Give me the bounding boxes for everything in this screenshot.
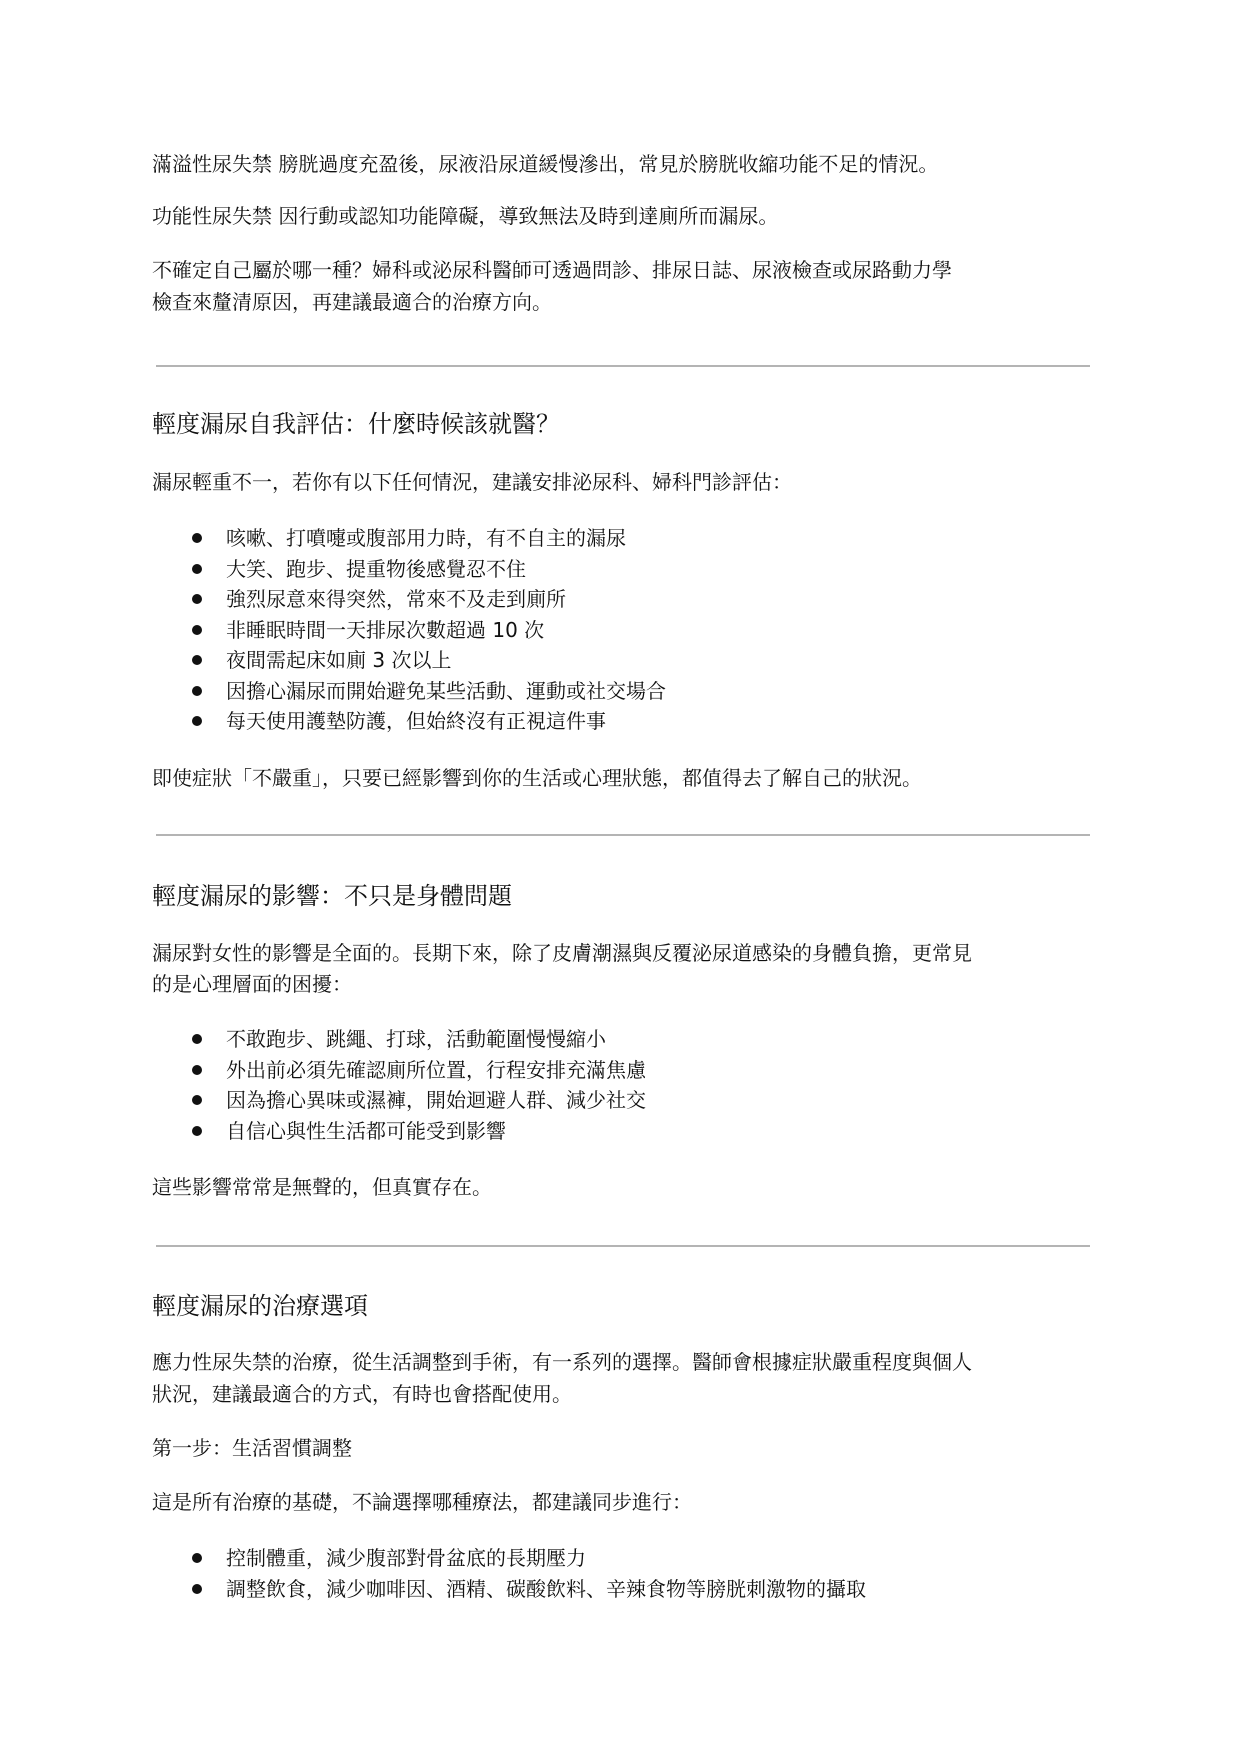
bullet-icon [192, 625, 202, 635]
list-item: 自信心與性生活都可能受到影響 [152, 1116, 646, 1147]
bullet-icon [192, 1034, 202, 1044]
step1-lead: 這是所有治療的基礎，不論選擇哪種療法，都建議同步進行： [152, 1490, 692, 1514]
impact-heading: 輕度漏尿的影響：不只是身體問題 [152, 882, 512, 910]
section-divider [156, 834, 1090, 836]
bullet-icon [192, 1553, 202, 1563]
step1-list [152, 1543, 866, 1604]
bullet-icon [192, 686, 202, 696]
section-divider [156, 1245, 1090, 1247]
step1-title: 第一步：生活習慣調整 [152, 1436, 352, 1460]
list-item: 不敢跑步、跳繩、打球，活動範圍慢慢縮小 [152, 1024, 646, 1055]
list-item: 強烈尿意來得突然，常來不及走到廁所 [152, 584, 666, 615]
self-assessment-heading: 輕度漏尿自我評估：什麼時候該就醫？ [152, 410, 560, 438]
bullet-icon [192, 1095, 202, 1105]
bullet-icon [192, 533, 202, 543]
treatment-heading: 輕度漏尿的治療選項 [152, 1292, 368, 1320]
impact-lead-line-1: 漏尿對女性的影響是全面的。長期下來，除了皮膚潮濕與反覆泌尿道感染的身體負擔，更常見 [152, 941, 972, 965]
treatment-lead-line-1: 應力性尿失禁的治療，從生活調整到手術，有一系列的選擇。醫師會根據症狀嚴重程度與個人 [152, 1350, 972, 1374]
bullet-icon [192, 1584, 202, 1594]
list-item: 控制體重，減少腹部對骨盆底的長期壓力 [152, 1543, 866, 1574]
list-item: 因擔心漏尿而開始避免某些活動、運動或社交場合 [152, 676, 666, 707]
list-item: 夜間需起床如廁 3 次以上 [152, 645, 666, 676]
bullet-icon [192, 594, 202, 604]
bullet-icon [192, 716, 202, 726]
bullet-icon [192, 655, 202, 665]
impact-closing: 這些影響常常是無聲的，但真實存在。 [152, 1175, 492, 1199]
self-assessment-list [152, 523, 666, 737]
list-item: 咳嗽、打噴嚏或腹部用力時，有不自主的漏尿 [152, 523, 666, 554]
self-assessment-lead: 漏尿輕重不一，若你有以下任何情況，建議安排泌尿科、婦科門診評估： [152, 470, 792, 494]
functional-incontinence-paragraph: 功能性尿失禁 因行動或認知功能障礙，導致無法及時到達廁所而漏尿。 [152, 204, 779, 228]
diagnosis-paragraph-line-1: 不確定自己屬於哪一種？婦科或泌尿科醫師可透過問診、排尿日誌、尿液檢查或尿路動力學 [152, 258, 952, 282]
list-item: 外出前必須先確認廁所位置，行程安排充滿焦慮 [152, 1055, 646, 1086]
overflow-incontinence-paragraph: 滿溢性尿失禁 膀胱過度充盈後，尿液沿尿道緩慢滲出，常見於膀胱收縮功能不足的情況。 [152, 152, 939, 176]
list-item: 每天使用護墊防護，但始終沒有正視這件事 [152, 706, 666, 737]
list-item: 因為擔心異味或濕褲，開始迴避人群、減少社交 [152, 1085, 646, 1116]
bullet-icon [192, 1126, 202, 1136]
section-divider [156, 365, 1090, 367]
list-item: 調整飲食，減少咖啡因、酒精、碳酸飲料、辛辣食物等膀胱刺激物的攝取 [152, 1574, 866, 1605]
treatment-lead-line-2: 狀況，建議最適合的方式，有時也會搭配使用。 [152, 1382, 572, 1406]
list-item: 非睡眠時間一天排尿次數超過 10 次 [152, 615, 666, 646]
list-item: 大笑、跑步、提重物後感覺忍不住 [152, 554, 666, 585]
bullet-icon [192, 564, 202, 574]
self-assessment-closing: 即使症狀「不嚴重」，只要已經影響到你的生活或心理狀態，都值得去了解自己的狀況。 [152, 766, 922, 790]
impact-lead-line-2: 的是心理層面的困擾： [152, 972, 352, 996]
impact-list [152, 1024, 646, 1146]
bullet-icon [192, 1065, 202, 1075]
diagnosis-paragraph-line-2: 檢查來釐清原因，再建議最適合的治療方向。 [152, 290, 552, 314]
